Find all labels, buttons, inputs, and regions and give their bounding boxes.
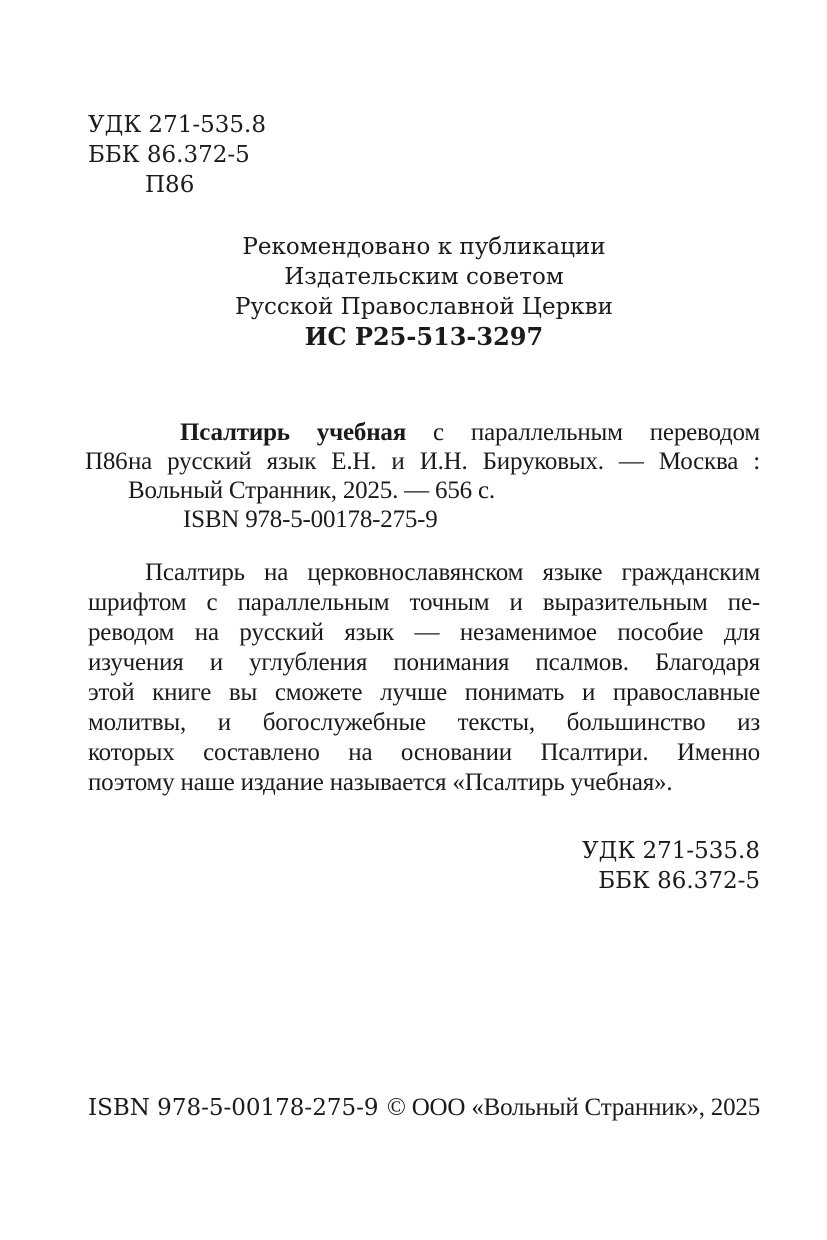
- isbn-footer: ISBN 978-5-00178-275-9: [88, 1095, 379, 1121]
- bbk-number: ББК 86.372-5: [88, 142, 250, 168]
- annotation-line: молитвы, и богослужебные тексты, большинство из: [88, 709, 760, 736]
- bbk-number-bottom: ББК 86.372-5: [598, 868, 760, 894]
- copyright-notice: © ООО «Вольный Странник», 2025: [386, 1094, 760, 1121]
- biblio-isbn: ISBN 978-5-00178-275-9: [183, 506, 438, 533]
- church-approval-number: ИС Р25-513-3297: [304, 322, 544, 351]
- footer-line: [88, 1093, 760, 1123]
- biblio-title-rest: с параллельным переводом: [406, 419, 760, 446]
- annotation-line: реводом на русский язык — незаменимое пособие для: [88, 619, 760, 646]
- udk-number: УДК 271-535.8: [88, 112, 266, 138]
- biblio-line: на русский язык Е.Н. и И.Н. Бируковых. — Москва :: [128, 448, 760, 475]
- annotation-line: поэтому наше издание называется «Псалтирь учебная».: [88, 769, 673, 796]
- annotation-line: которых составлено на основании Псалтири. Именно: [88, 739, 760, 766]
- recommendation-line: Рекомендовано к публикации: [242, 234, 606, 260]
- church-recommendation-block: [88, 232, 760, 352]
- annotation-paragraph: [88, 558, 760, 798]
- classification-codes-top: [88, 110, 760, 200]
- annotation-line: этой книге вы сможете лучше понимать и православные: [88, 679, 760, 706]
- annotation-line: шрифтом с параллельным точным и выразительным пе-: [88, 589, 760, 616]
- recommendation-line: Издательским советом: [284, 264, 564, 290]
- annotation-line: изучения и углубления понимания псалмов. Благодаря: [88, 649, 760, 676]
- author-sign-margin: П86: [85, 448, 128, 475]
- book-title: Псалтирь учебная: [180, 419, 407, 446]
- author-sign: П86: [145, 172, 195, 198]
- biblio-line: Вольный Странник, 2025. — 656 с.: [128, 477, 495, 504]
- udk-number-bottom: УДК 271-535.8: [582, 838, 760, 864]
- recommendation-line: Русской Православной Церкви: [235, 294, 613, 320]
- classification-codes-bottom: [88, 836, 760, 896]
- bibliographic-entry: [85, 418, 760, 534]
- annotation-line: Псалтирь на церковнославянском языке гражданским: [145, 559, 760, 586]
- biblio-title-line: [128, 418, 760, 447]
